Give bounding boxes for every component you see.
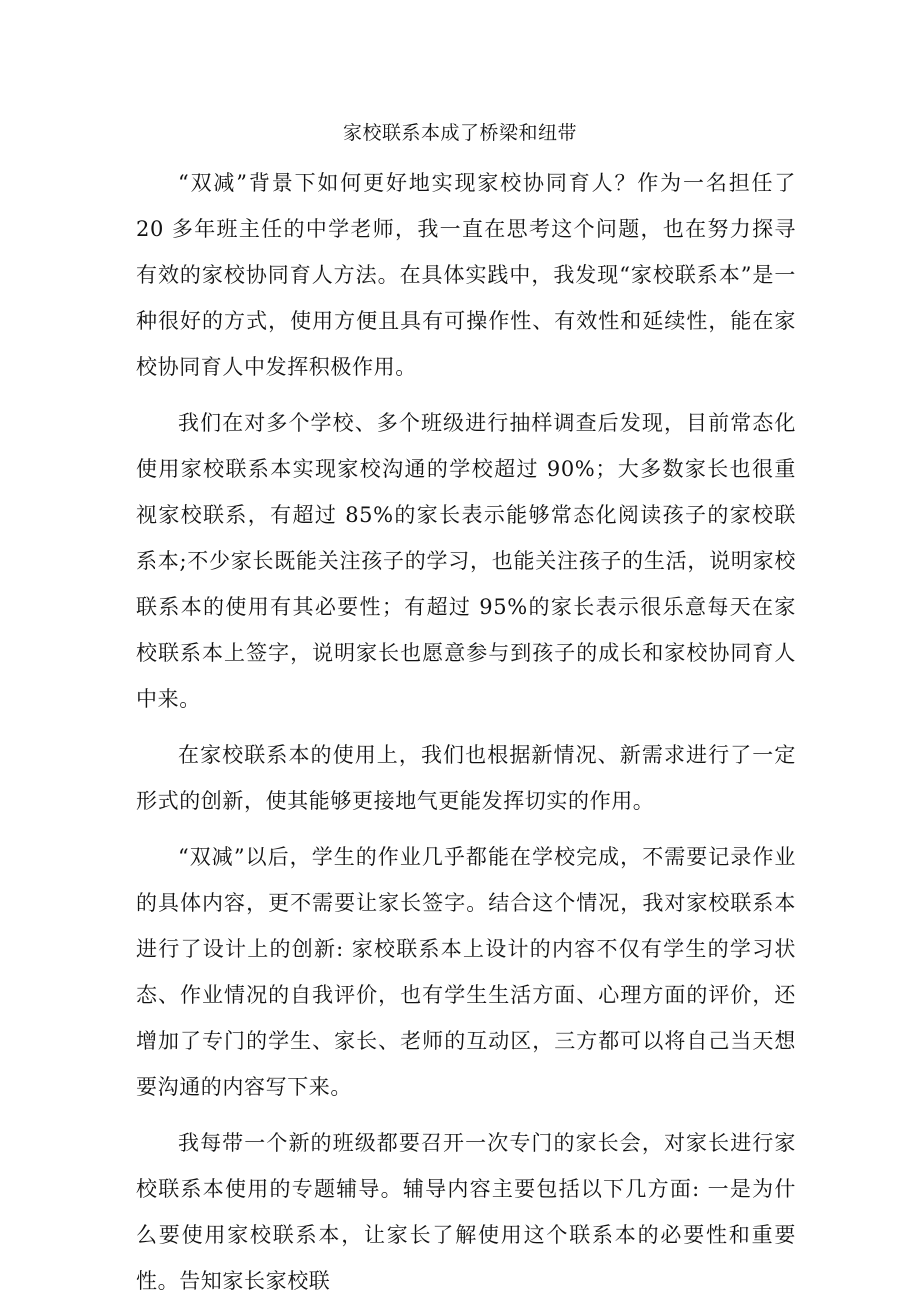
document-title: 家校联系本成了桥梁和纽带 <box>342 122 577 144</box>
paragraph-4: “双减”以后，学生的作业几乎都能在学校完成，不需要记录作业的具体内容，更不需要让家长签字。结合这个情况，我对家校联系本进行了设计上的创新: 家校联系本上设计的内容不仅有学生的学习状态、作业情况的自我评价，也有学生生活方面、心理方面的评价，还增加了专门的学生、家长、老师的互动区，三方都可以将自己当天想要沟通的内容写下来。 <box>136 845 796 1099</box>
paragraph-5: 我每带一个新的班级都要召开一次专门的家长会，对家长进行家校联系本使用的专题辅导。辅导内容主要包括以下几方面: 一是为什么要使用家校联系本，让家长了解使用这个联系本的必要性和重要性。告知家长家校联 <box>136 1131 796 1293</box>
document-body <box>136 160 796 1304</box>
paragraph-1: “双减”背景下如何更好地实现家校协同育人？作为一名担任了 20 多年班主任的中学老师，我一直在思考这个问题，也在努力探寻有效的家校协同育人方法。在具体实践中，我发现“家校联系本”是一种很好的方式，使用方便且具有可操作性、有效性和延续性，能在家校协同育人中发挥积极作用。 <box>136 171 796 379</box>
paragraph-3: 在家校联系本的使用上，我们也根据新情况、新需求进行了一定形式的创新，使其能够更接地气更能发挥切实的作用。 <box>136 743 796 813</box>
paragraph-2: 我们在对多个学校、多个班级进行抽样调查后发现，目前常态化使用家校联系本实现家校沟通的学校超过 90%；大多数家长也很重视家校联系，有超过 85%的家长表示能够常态化阅读孩子的家校联系本;不少家长既能关注孩子的学习，也能关注孩子的生活，说明家校联系本的使用有其必要性；有超过 95%的家长表示很乐意每天在家校联系本上签字，说明家长也愿意参与到孩子的成长和家校协同育人中来。 <box>136 411 796 711</box>
